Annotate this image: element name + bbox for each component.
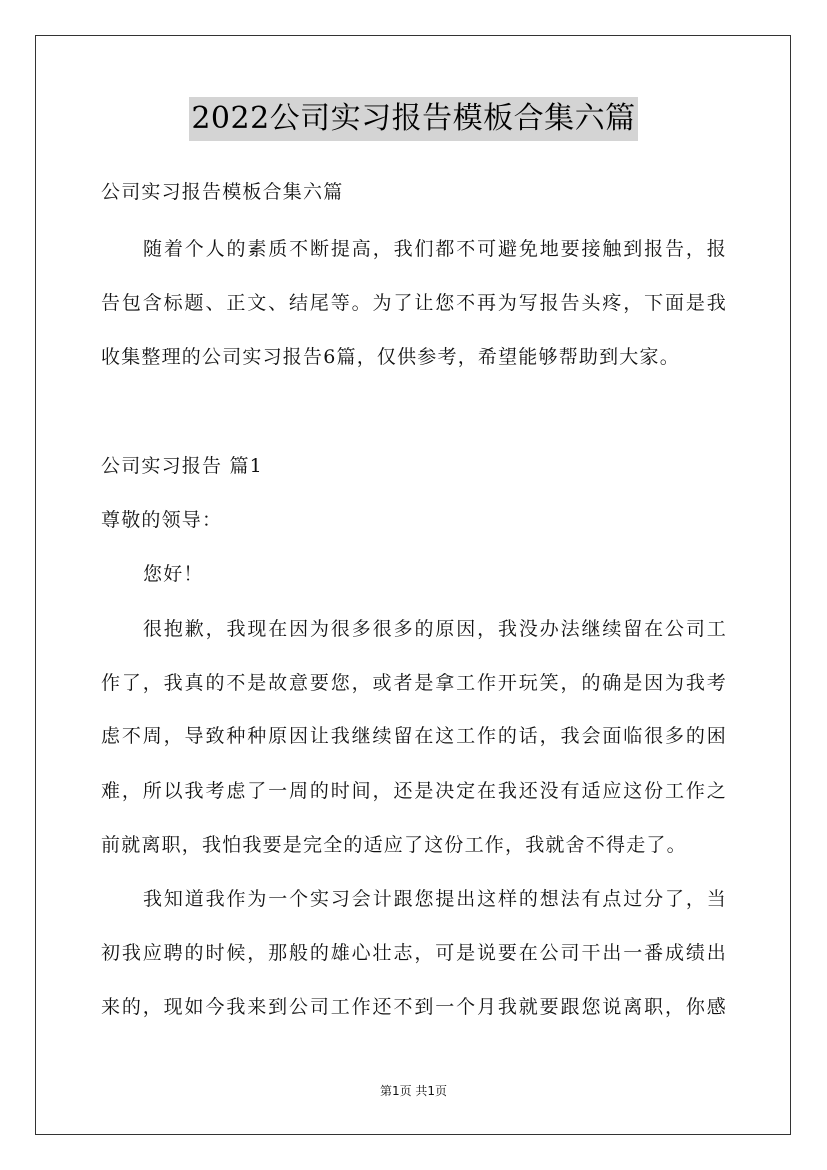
page-footer: 第1页 共1页 (379, 1084, 448, 1098)
paragraph2-line-2: 初我应聘的时候，那般的雄心壮志，可是说要在公司干出一番成绩出 (101, 942, 727, 964)
document-title: 2022公司实习报告模板合集六篇 (189, 97, 637, 141)
document-subtitle: 公司实习报告模板合集六篇 (101, 181, 344, 203)
salutation: 尊敬的领导： (101, 509, 223, 531)
paragraph1-line-3: 虑不周，导致种种原因让我继续留在这工作的话，我会面临很多的困 (101, 725, 727, 747)
section-heading: 公司实习报告 篇1 (101, 455, 263, 477)
intro-line-3: 收集整理的公司实习报告6篇，仅供参考，希望能够帮助到大家。 (101, 346, 680, 368)
title-container (0, 97, 827, 141)
paragraph1-line-1: 很抱歉，我现在因为很多很多的原因，我没办法继续留在公司工 (143, 618, 727, 640)
paragraph1-line-5: 前就离职，我怕我要是完全的适应了这份工作，我就舍不得走了。 (101, 834, 687, 856)
intro-line-2: 告包含标题、正文、结尾等。为了让您不再为写报告头疼，下面是我 (101, 292, 727, 314)
paragraph2-line-1: 我知道我作为一个实习会计跟您提出这样的想法有点过分了，当 (143, 888, 727, 910)
greeting: 您好！ (143, 563, 204, 585)
paragraph1-line-2: 作了，我真的不是故意要您，或者是拿工作开玩笑，的确是因为我考 (101, 672, 727, 694)
intro-line-1: 随着个人的素质不断提高，我们都不可避免地要接触到报告，报 (143, 238, 727, 260)
paragraph2-line-3: 来的，现如今我来到公司工作还不到一个月我就要跟您说离职，你感 (101, 996, 727, 1018)
paragraph1-line-4: 难，所以我考虑了一周的时间，还是决定在我还没有适应这份工作之 (101, 780, 727, 802)
